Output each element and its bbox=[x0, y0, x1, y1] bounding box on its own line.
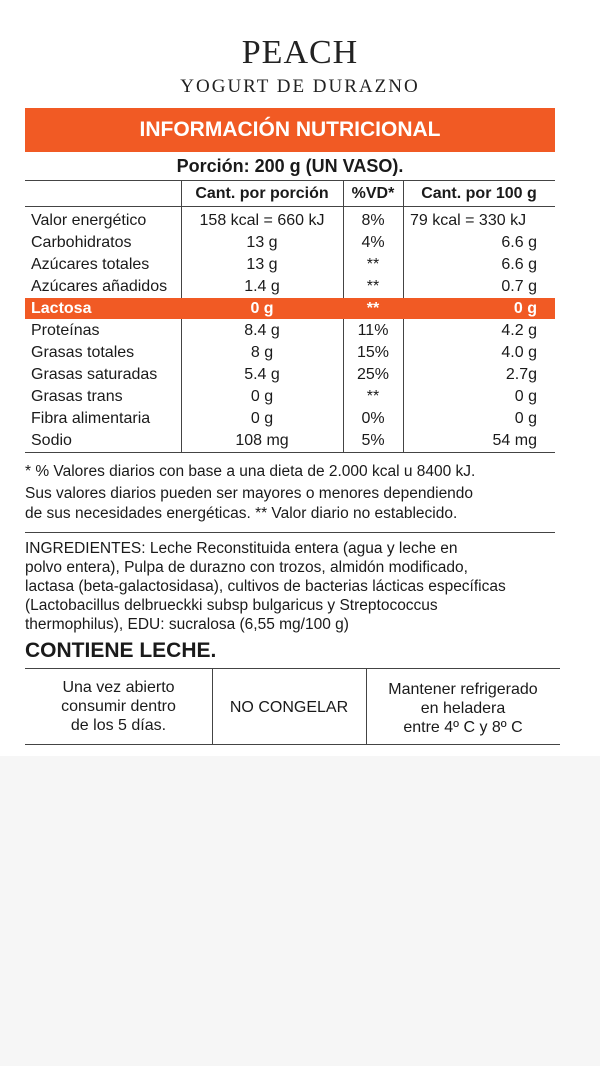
storage-refrigerate-notice bbox=[366, 680, 560, 737]
nutrient-per-portion: 108 mg bbox=[235, 432, 289, 449]
storage-refrigerate-line: Mantener refrigerado bbox=[388, 681, 538, 698]
nutrient-per-portion: 8 g bbox=[250, 344, 274, 361]
nutrient-per-100g: 0.7 g bbox=[501, 278, 537, 295]
nutrient-vd: 4% bbox=[361, 234, 385, 251]
nutrient-vd: ** bbox=[366, 256, 380, 273]
divider bbox=[25, 532, 555, 533]
nutrient-vd: ** bbox=[366, 278, 380, 295]
nutrient-name: Azúcares añadidos bbox=[31, 278, 168, 295]
nutrient-vd: 0% bbox=[361, 410, 385, 427]
nutrient-name: Grasas trans bbox=[31, 388, 123, 405]
nutrient-name: Grasas saturadas bbox=[31, 366, 158, 383]
storage-open-line: Una vez abierto bbox=[62, 679, 175, 696]
nutrient-vd: 11% bbox=[357, 322, 389, 339]
ingredients-line: lactasa (beta-galactosidasa), cultivos de bacterias lácticas específicas bbox=[25, 578, 506, 595]
storage-top-border bbox=[25, 668, 560, 669]
nutrient-per-100g: 6.6 g bbox=[501, 256, 537, 273]
nutrient-per-100g: 0 g bbox=[514, 388, 537, 405]
nutrient-per-100g: 4.2 g bbox=[501, 322, 537, 339]
nutrient-vd: 5% bbox=[361, 432, 385, 449]
storage-open-line: de los 5 días. bbox=[70, 717, 167, 734]
nutrient-name: Proteínas bbox=[31, 322, 100, 339]
nutrient-per-100g: 54 mg bbox=[492, 432, 537, 449]
nutrient-name-lactosa: Lactosa bbox=[31, 300, 92, 317]
ingredients-line: thermophilus), EDU: sucralosa (6,55 mg/100 g) bbox=[25, 616, 349, 633]
nutrient-per-100g: 4.0 g bbox=[501, 344, 537, 361]
storage-refrigerate-line: en heladera bbox=[420, 700, 506, 717]
storage-open-notice bbox=[25, 678, 212, 735]
header-vd: %VD* bbox=[351, 185, 395, 202]
nutrient-per-portion: 1.4 g bbox=[244, 278, 280, 295]
portion-size: Porción: 200 g (UN VASO). bbox=[176, 156, 404, 176]
nutrition-banner: INFORMACIÓN NUTRICIONAL bbox=[25, 108, 555, 152]
ingredients-line: INGREDIENTES: Leche Reconstituida entera (agua y leche en bbox=[25, 540, 458, 557]
nutrient-name: Grasas totales bbox=[31, 344, 135, 361]
header-per-portion: Cant. por porción bbox=[195, 185, 329, 202]
header-per-100g: Cant. por 100 g bbox=[421, 185, 537, 202]
nutrient-name: Carbohidratos bbox=[31, 234, 132, 251]
storage-no-freeze: NO CONGELAR bbox=[229, 699, 349, 716]
nutrient-per-portion: 0 g bbox=[250, 300, 274, 317]
storage-open-line: consumir dentro bbox=[61, 698, 176, 715]
footnote-line: Sus valores diarios pueden ser mayores o menores dependiendo bbox=[25, 485, 474, 502]
nutrient-vd: 8% bbox=[361, 212, 385, 229]
footnote-line: de sus necesidades energéticas. ** Valor diario no establecido. bbox=[25, 505, 458, 522]
table-top-border bbox=[25, 180, 555, 181]
nutrient-name: Azúcares totales bbox=[31, 256, 150, 273]
storage-bottom-border bbox=[25, 744, 560, 745]
allergen-warning: CONTIENE LECHE. bbox=[25, 639, 217, 662]
page-bottom-band bbox=[0, 756, 600, 1066]
nutrient-name: Valor energético bbox=[31, 212, 147, 229]
footnote-line: * % Valores diarios con base a una dieta de 2.000 kcal u 8400 kJ. bbox=[25, 463, 476, 480]
nutrient-per-100g: 6.6 g bbox=[501, 234, 537, 251]
nutrient-per-100g: 2.7g bbox=[505, 366, 537, 383]
storage-refrigerate-line: entre 4º C y 8º C bbox=[403, 719, 523, 736]
ingredients-block bbox=[25, 539, 595, 634]
nutrient-vd: 15% bbox=[356, 344, 390, 361]
nutrient-per-100g: 0 g bbox=[513, 300, 537, 317]
nutrient-per-100g: 79 kcal = 330 kJ bbox=[410, 212, 527, 229]
nutrient-per-portion: 0 g bbox=[250, 388, 274, 405]
nutrient-per-portion: 0 g bbox=[250, 410, 274, 427]
table-header-border bbox=[25, 206, 555, 207]
nutrient-name: Fibra alimentaria bbox=[31, 410, 151, 427]
nutrient-vd: ** bbox=[366, 388, 380, 405]
nutrient-vd: 25% bbox=[356, 366, 390, 383]
nutrient-per-portion: 13 g bbox=[246, 256, 278, 273]
table-bottom-border bbox=[25, 452, 555, 453]
nutrient-per-portion: 158 kcal = 660 kJ bbox=[199, 212, 325, 229]
nutrient-per-portion: 5.4 g bbox=[244, 366, 280, 383]
nutrient-name: Sodio bbox=[31, 432, 72, 449]
product-subtitle: YOGURT DE DURAZNO bbox=[180, 76, 420, 97]
ingredients-line: (Lactobacillus delbrueckki subsp bulgaricus y Streptococcus bbox=[25, 597, 438, 614]
product-name: PEACH bbox=[241, 34, 359, 71]
nutrient-vd: ** bbox=[366, 300, 380, 317]
nutrient-per-portion: 8.4 g bbox=[244, 322, 280, 339]
nutrient-per-portion: 13 g bbox=[246, 234, 278, 251]
nutrient-per-100g: 0 g bbox=[514, 410, 537, 427]
ingredients-line: polvo entera), Pulpa de durazno con trozos, almidón modificado, bbox=[25, 559, 468, 576]
